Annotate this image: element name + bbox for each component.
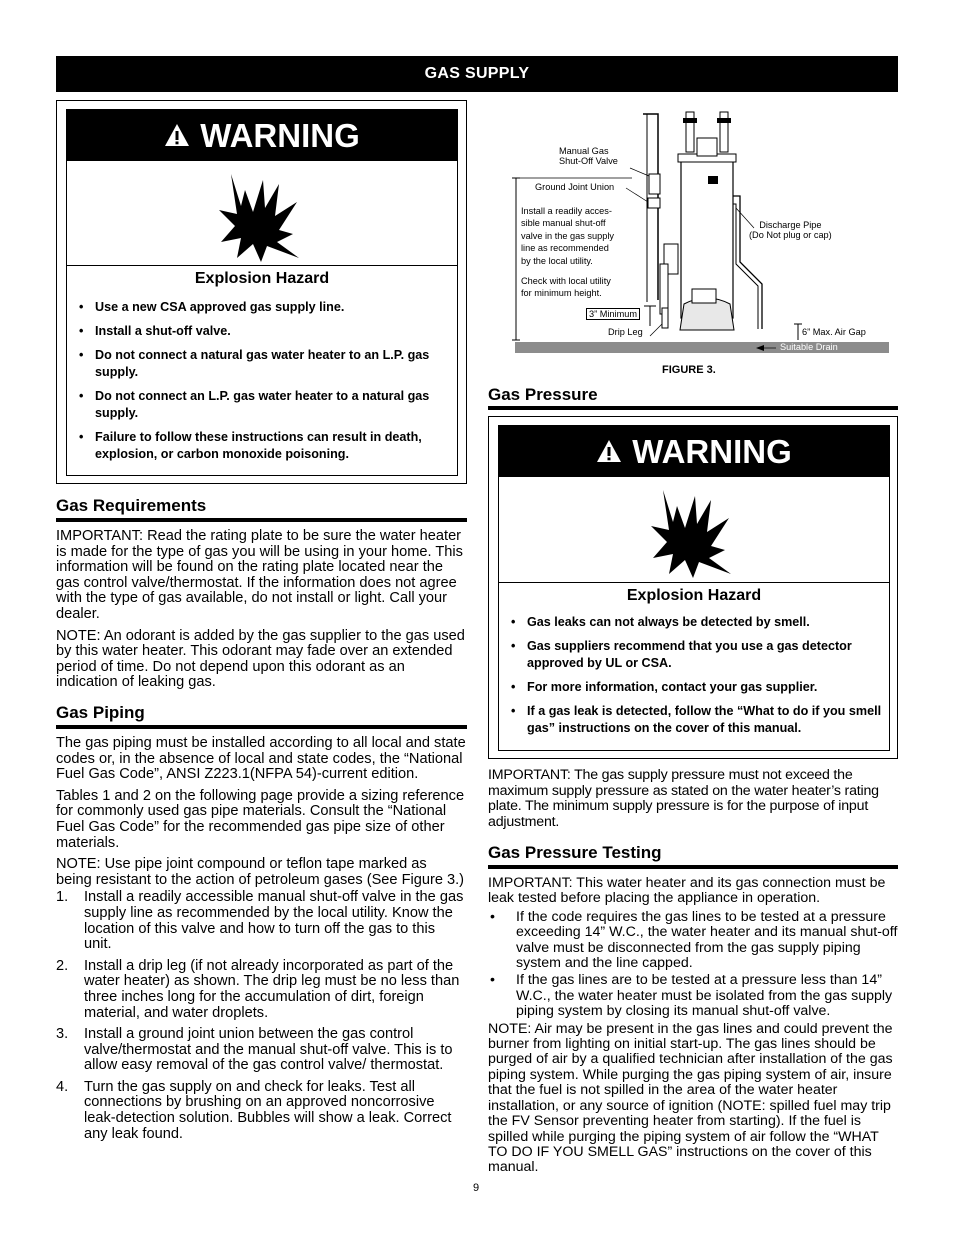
label-ground-joint: Ground Joint Union	[535, 182, 615, 192]
paragraph: NOTE: Use pipe joint compound or teflon tape marked as being resistant to the action of petroleum gases (See Figure 3.)	[56, 856, 465, 888]
section-rule	[488, 406, 898, 410]
gas-pressure-testing-heading: Gas Pressure Testing	[488, 843, 662, 862]
page-number: 9	[473, 1182, 480, 1194]
label-drip-leg: Drip Leg	[608, 327, 643, 337]
explosion-icon	[649, 488, 735, 585]
gas-requirements-heading: Gas Requirements	[56, 496, 207, 515]
step-number: 4.	[56, 1078, 69, 1095]
step-text: Turn the gas supply on and check for leaks. Test all connections by brushing on an approved noncorrosive leak-detection solution. Bubbles will show a leak. Correct any leak found.	[84, 1078, 452, 1142]
label-suitable-drain: Suitable Drain	[780, 342, 838, 352]
gas-pressure-text: IMPORTANT: The gas supply pressure must not exceed the maximum supply pressure as stated on the water heater’s rating plate. The minimum supply pressure is for the purpose of input adjustment.	[488, 767, 879, 830]
label-line: Shut-Off Valve	[559, 156, 618, 167]
paragraph: NOTE: An odorant is added by the gas supplier to the gas used by this water heater. This odorant may fade over an extended period of time. Do not depend upon this odorant as an indication of leaking gas.	[56, 627, 465, 691]
section-rule	[488, 865, 898, 869]
gas-piping-text	[56, 736, 466, 1148]
warning-box	[488, 416, 898, 759]
warning-box-inner	[66, 109, 458, 476]
warning-box	[56, 100, 467, 484]
warning-box-inner	[498, 425, 890, 751]
warning-triangle-icon	[596, 433, 622, 471]
explosion-icon	[217, 172, 303, 269]
hazard-item: • Gas leaks can not always be detected by smell.	[499, 614, 889, 631]
warning-triangle-icon	[164, 117, 190, 155]
label-check-utility	[521, 275, 611, 300]
paragraph: IMPORTANT: This water heater and its gas connection must be leak tested before placing the appliance in operation.	[488, 875, 886, 907]
label-line: valve in the gas supply	[521, 230, 614, 241]
hazard-divider	[499, 582, 889, 583]
section-header	[56, 56, 898, 92]
label-manual-valve	[559, 146, 618, 167]
step-number: 1.	[56, 889, 69, 906]
step-number: 3.	[56, 1026, 69, 1043]
hazard-list	[499, 614, 889, 744]
label-line: Manual Gas	[559, 146, 609, 156]
label-line: line as recommended	[521, 243, 609, 254]
hazard-item: • Do not connect a natural gas water heater to an L.P. gas supply.	[67, 347, 455, 381]
label-discharge-pipe	[749, 220, 832, 241]
hazard-item: • If a gas leak is detected, follow the “What to do if you smell gas” instructions on the cover of this manual.	[499, 703, 889, 737]
paragraph: The gas piping must be installed according to all local and state codes or, in the absence of local and state codes, the “National Fuel Gas Code”, ANSI Z223.1(NFPA 54)-current edition.	[56, 735, 466, 783]
step-text: Install a drip leg (if not already incorporated as part of the water heater) as shown. The drip leg must be no less than three inches long for the accumulation of dirt, foreign material, and water droplets.	[84, 957, 460, 1021]
label-line: by the local utility.	[521, 255, 593, 266]
gas-piping-heading: Gas Piping	[56, 703, 145, 722]
step-item	[56, 890, 466, 952]
gas-pressure-heading: Gas Pressure	[488, 385, 598, 404]
label-install-instruction	[521, 205, 614, 267]
hazard-item: • Use a new CSA approved gas supply line.	[67, 299, 455, 316]
hazard-title: Explosion Hazard	[194, 270, 330, 287]
hazard-item: • Failure to follow these instructions can result in death, explosion, or carbon monoxide poisoning.	[67, 429, 455, 463]
piping-steps	[56, 890, 466, 1142]
step-item	[56, 1027, 466, 1074]
warning-title: WARNING	[632, 432, 792, 470]
step-number: 2.	[56, 957, 69, 974]
step-text: Install a readily accessible manual shut-off valve in the gas supply line as recommended by the local utility. Know the location of this valve and how to turn off the gas to this unit.	[84, 889, 464, 953]
hazard-divider	[67, 265, 457, 266]
step-item	[56, 1080, 466, 1142]
label-line: Check with local utility	[521, 276, 611, 286]
step-text: Install a ground joint union between the gas control valve/thermostat and the manual shut-off valve. This is to allow easy removal of the gas control valve/ thermostat.	[84, 1026, 453, 1074]
section-header-title: GAS SUPPLY	[424, 65, 530, 82]
pressure-testing-text	[488, 876, 898, 1182]
hazard-item: • Do not connect an L.P. gas water heater to a natural gas supply.	[67, 388, 455, 422]
list-item: • If the code requires the gas lines to be tested at a pressure exceeding 14” W.C., the water heater and its manual shut-off valve must be disconnected from the gas supply piping system and the line capped.	[488, 910, 898, 972]
paragraph: Tables 1 and 2 on the following page provide a sizing reference for commonly used gas pipe materials. Consult the “National Fuel Gas Code” for the recommended gas pipe size of other materials.	[56, 787, 465, 851]
pressure-testing-list	[488, 910, 898, 1020]
hazard-item: • For more information, contact your gas supplier.	[499, 679, 889, 696]
paragraph: NOTE: Air may be present in the gas lines and could prevent the burner from lighting on initial start-up. The gas lines should be purged of air by a qualified technician after installation of the gas piping system. While purging the gas piping system of air, insure that the fuel is not spilled in the area of the water heater installation, or any source of ignition (NOTE: spilled fuel may trip the FV Sensor preventing heater from starting). If the fuel is spilled while purging the piping system of air follow the “WHAT TO DO IF YOU SMELL GAS” instructions on the cover of this manual.	[488, 1020, 893, 1176]
label-line: Install a readily acces-	[521, 206, 612, 216]
label-line: Discharge Pipe	[759, 220, 822, 230]
warning-title-bar	[67, 110, 457, 161]
section-rule	[56, 725, 467, 729]
label-line: sible manual shut-off	[521, 218, 606, 229]
label-line: (Do Not plug or cap)	[749, 230, 832, 241]
hazard-list	[67, 299, 455, 470]
hazard-item: • Gas suppliers recommend that you use a gas detector approved by UL or CSA.	[499, 638, 889, 672]
step-item	[56, 959, 466, 1021]
warning-title: WARNING	[200, 116, 360, 154]
warning-title-bar	[499, 426, 889, 477]
list-item: • If the gas lines are to be tested at a pressure less than 14” W.C., the water heater must be isolated from the gas supply piping system by closing its manual shut-off valve.	[488, 973, 898, 1019]
gas-requirements-text	[56, 529, 466, 697]
figure-caption: FIGURE 3.	[662, 364, 716, 376]
figure-3-diagram	[512, 104, 898, 356]
paragraph: IMPORTANT: Read the rating plate to be sure the water heater is made for the type of gas you will be using in your home. This information will be found on the rating plate located near the gas control valve/thermostat. If the information does not agree with the type of gas available, do not install or light. Call your dealer.	[56, 528, 463, 622]
hazard-item: • Install a shut-off valve.	[67, 323, 455, 340]
label-three-minimum: 3” Minimum	[586, 308, 640, 320]
section-rule	[56, 518, 467, 522]
hazard-title: Explosion Hazard	[626, 587, 762, 604]
label-line: for minimum height.	[521, 288, 602, 299]
label-air-gap: 6” Max. Air Gap	[802, 327, 866, 337]
